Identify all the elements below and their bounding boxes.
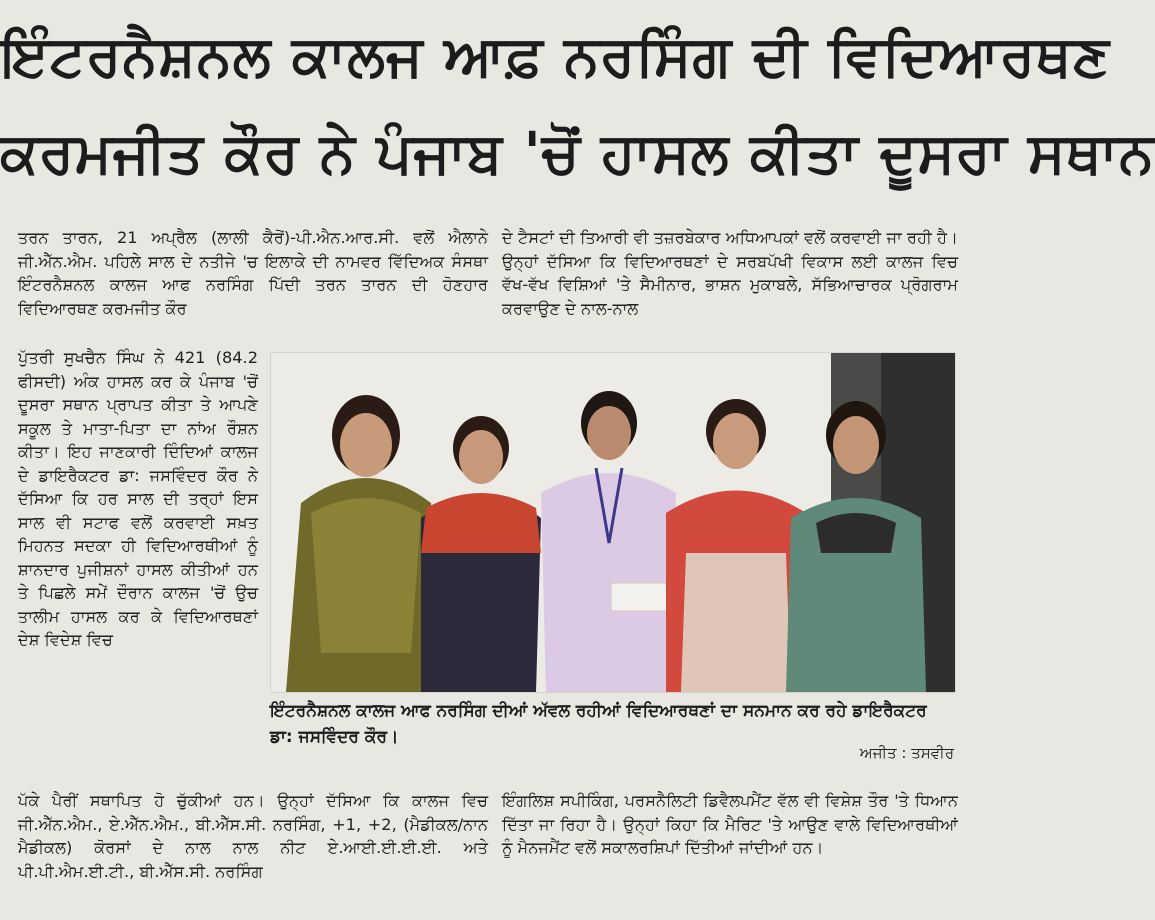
article-paragraph: ਦੇ ਟੈਸਟਾਂ ਦੀ ਤਿਆਰੀ ਵੀ ਤਜ਼ਰਬੇਕਾਰ ਅਧਿਆਪਕਾਂ ਵਲੋਂ ਕਰਵਾਈ ਜਾ ਰਹੀ ਹੈ। ਉਨ੍ਹਾਂ ਦੱਸਿਆ ਕਿ ਵਿਦਿਆਰਥਣਾਂ ਦੇ ਸਰਬਪੱਖੀ ਵਿਕਾਸ ਲਈ ਕਾਲਜ ਵਿਚ ਵੱਖ-ਵੱਖ ਵਿਸ਼ਿਆਂ 'ਤੇ ਸੈਮੀਨਾਰ, ਭਾਸ਼ਨ ਮੁਕਾਬਲੇ, ਸੱਭਿਆਚਾਰਕ ਪ੍ਰੋਗਰਾਮ ਕਰਵਾਉਣ ਦੇ ਨਾਲ-ਨਾਲ [502, 228, 958, 318]
photo-caption: ਇੰਟਰਨੈਸ਼ਨਲ ਕਾਲਜ ਆਫ ਨਰਸਿੰਗ ਦੀਆਂ ਅੱਵਲ ਰਹੀਆਂ ਵਿਦਿਆਰਥਣਾਂ ਦਾ ਸਨਮਾਨ ਕਰ ਰਹੇ ਡਾਇਰੈਕਟਰ ਡਾ: ਜਸਵਿੰਦਰ ਕੌਰ। [270, 701, 927, 747]
news-photo [270, 352, 956, 693]
article-column-bottom-left [18, 789, 488, 883]
photo-illustration [271, 353, 955, 692]
article-paragraph: ਤਰਨ ਤਾਰਨ, 21 ਅਪ੍ਰੈਲ (ਲਾਲੀ ਕੈਰੋਂ)-ਪੀ.ਐਨ.ਆਰ.ਸੀ. ਵਲੋਂ ਐਲਾਨੇ ਜੀ.ਐੱਨ.ਐਮ. ਪਹਿਲੇ ਸਾਲ ਦੇ ਨਤੀਜੇ 'ਚ ਇਲਾਕੇ ਦੀ ਨਾਮਵਰ ਵਿੱਦਿਅਕ ਸੰਸਥਾ ਇੰਟਰਨੈਸ਼ਨਲ ਕਾਲਜ ਆਫ ਨਰਸਿੰਗ ਪਿੱਦੀ ਤਰਨ ਤਾਰਨ ਦੀ ਹੋਣਹਾਰ ਵਿਦਿਆਰਥਣ ਕਰਮਜੀਤ ਕੌਰ [18, 228, 488, 318]
article-column-side [18, 346, 258, 652]
headline-line-1: ਇੰਟਰਨੈਸ਼ਨਲ ਕਾਲਜ ਆਫ਼ ਨਰਸਿੰਗ ਦੀ ਵਿਦਿਆਰਥਣ [0, 24, 1110, 89]
headline-line-2: ਕਰਮਜੀਤ ਕੌਰ ਨੇ ਪੰਜਾਬ 'ਚੋਂ ਹਾਸਲ ਕੀਤਾ ਦੂਸਰਾ ਸਥਾਨ [0, 121, 1155, 186]
article-paragraph: ਇੰਗਲਿਸ਼ ਸਪੀਕਿੰਗ, ਪਰਸਨੈਲਿਟੀ ਡਿਵੈਲਪਮੈਂਟ ਵੱਲ ਵੀ ਵਿਸ਼ੇਸ਼ ਤੌਰ 'ਤੇ ਧਿਆਨ ਦਿੱਤਾ ਜਾ ਰਿਹਾ ਹੈ। ਉਨ੍ਹਾਂ ਕਿਹਾ ਕਿ ਮੈਰਿਟ 'ਤੇ ਆਉਣ ਵਾਲੇ ਵਿਦਿਆਰਥੀਆਂ ਨੂੰ ਮੈਨਜਮੈਂਟ ਵਲੋਂ ਸਕਾਲਰਸ਼ਿਪਾਂ ਦਿੱਤੀਆਂ ਜਾਂਦੀਆਂ ਹਨ। [502, 791, 958, 857]
article-paragraph: ਪੱਕੇ ਪੈਰੀਂ ਸਥਾਪਿਤ ਹੋ ਚੁੱਕੀਆਂ ਹਨ। ਉਨ੍ਹਾਂ ਦੱਸਿਆ ਕਿ ਕਾਲਜ ਵਿਚ ਜੀ.ਐੱਨ.ਐਮ., ਏ.ਐੱਨ.ਐਮ., ਬੀ.ਐੱਸ.ਸੀ. ਨਰਸਿੰਗ, +1, +2, (ਮੈਡੀਕਲ/ਨਾਨ ਮੈਡੀਕਲ) ਕੋਰਸਾਂ ਦੇ ਨਾਲ ਨਾਲ ਨੀਟ ਏ.ਆਈ.ਈ.ਈ.ਈ. ਅਤੇ ਪੀ.ਪੀ.ਐਮ.ਈ.ਟੀ., ਬੀ.ਐੱਸ.ਸੀ. ਨਰਸਿੰਗ [18, 791, 488, 881]
article-paragraph: ਪੁੱਤਰੀ ਸੁਖਚੈਨ ਸਿੰਘ ਨੇ 421 (84.2 ਫੀਸਦੀ) ਅੰਕ ਹਾਸਲ ਕਰ ਕੇ ਪੰਜਾਬ 'ਚੋਂ ਦੂਸਰਾ ਸਥਾਨ ਪ੍ਰਾਪਤ ਕੀਤਾ ਤੇ ਆਪਣੇ ਸਕੂਲ ਤੇ ਮਾਤਾ-ਪਿਤਾ ਦਾ ਨਾਂਅ ਰੌਸ਼ਨ ਕੀਤਾ। ਇਹ ਜਾਣਕਾਰੀ ਦਿੰਦਿਆਂ ਕਾਲਜ ਦੇ ਡਾਇਰੈਕਟਰ ਡਾ: ਜਸਵਿੰਦਰ ਕੌਰ ਨੇ ਦੱਸਿਆ ਕਿ ਹਰ ਸਾਲ ਦੀ ਤਰ੍ਹਾਂ ਇਸ ਸਾਲ ਵੀ ਸਟਾਫ ਵਲੋਂ ਕਰਵਾਈ ਸਖ਼ਤ ਮਿਹਨਤ ਸਦਕਾ ਹੀ ਵਿਦਿਆਰਥੀਆਂ ਨੂੰ ਸ਼ਾਨਦਾਰ ਪੁਜੀਸ਼ਨਾਂ ਹਾਸਲ ਕੀਤੀਆਂ ਹਨ ਤੇ ਪਿਛਲੇ ਸਮੇਂ ਦੌਰਾਨ ਕਾਲਜ 'ਚੋਂ ਉਚ ਤਾਲੀਮ ਹਾਸਲ ਕਰ ਕੇ ਵਿਦਿਆਰਥਣਾਂ ਦੇਸ਼ ਵਿਦੇਸ਼ ਵਿਚ [18, 348, 258, 649]
article-column-top-right [502, 226, 958, 320]
article-column-top-left [18, 226, 488, 320]
article-column-bottom-right [502, 789, 958, 860]
photo-credit: ਅਜੀਤ : ਤਸਵੀਰ [859, 744, 954, 762]
